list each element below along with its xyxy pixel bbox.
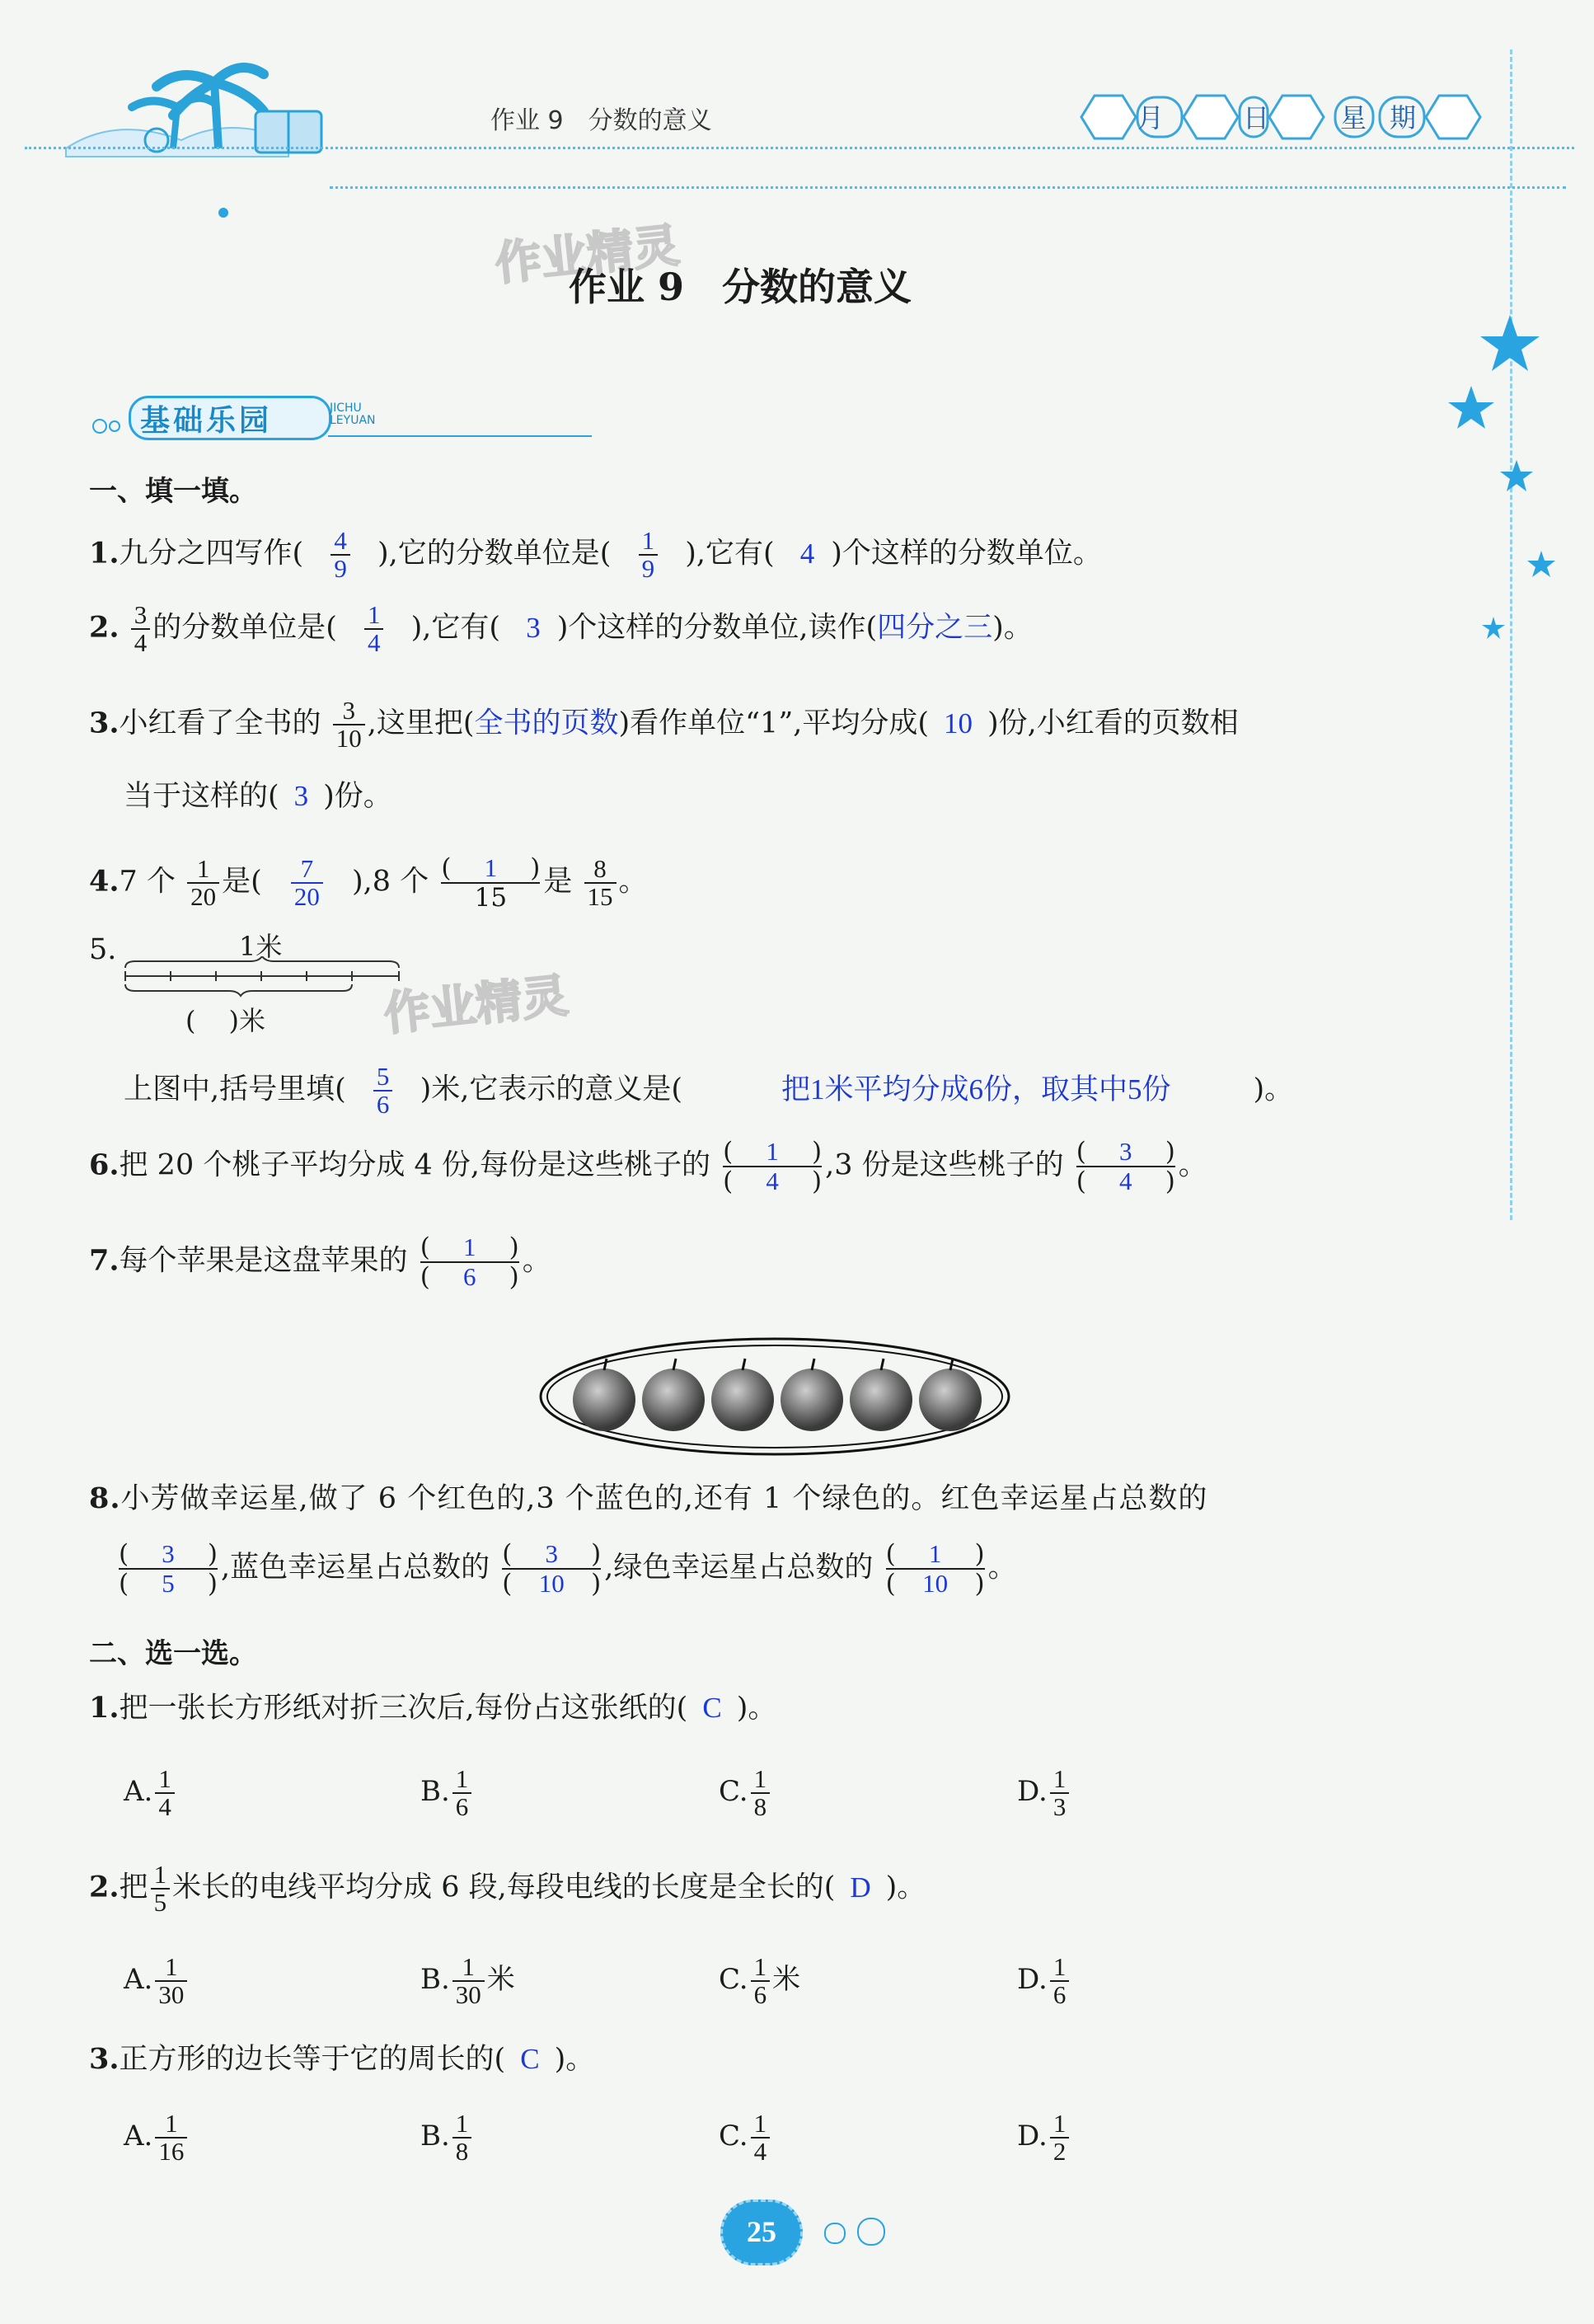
section-1-heading: 一、填一填。 <box>89 475 257 508</box>
section-2-heading: 二、选一选。 <box>89 1637 257 1670</box>
q6-answer-2: ( 3 ) ( 4 ) <box>1076 1137 1175 1196</box>
page-number: 25 <box>747 2215 776 2248</box>
q5-answer-1: $\frac{5}{6}$ <box>373 1063 393 1118</box>
q1-answer-3: 4 <box>799 537 815 570</box>
q3-answer-3: 3 <box>293 780 309 812</box>
q8-answer-1: ( 3 ) ( 5 ) <box>119 1539 218 1599</box>
q5-top-label: 1米 <box>239 931 283 962</box>
question-2: 2. $\frac{3}{4}$ 的分数单位是( $\frac{1}{4}$ ),它有( 3 )个这样的分数单位,读作(四分之三)。 <box>89 600 1033 657</box>
q5-answer-2: 把1米平均分成6份，取其中5份 <box>781 1073 1171 1106</box>
watermark-2: 作业精灵 <box>381 969 571 1042</box>
q4-answer-1: $\frac{7}{20}$ <box>291 856 323 910</box>
c2-answer: D <box>850 1871 871 1904</box>
q7-answer-1: ( 1 ) ( 6 ) <box>420 1232 519 1292</box>
star-decorations <box>1434 305 1566 660</box>
q1-answer-1: $\frac{4}{9}$ <box>331 528 350 582</box>
c2-options: A. $\frac{1}{30}$ B. $\frac{1}{30}$ 米 C. $\frac{1}{6}$ 米 D. $\frac{1}{6}$ <box>124 1937 1195 2012</box>
q2-answer-3: 四分之三 <box>877 611 993 644</box>
choice-question-1: 1.把一张长方形纸对折三次后,每份占这张纸的( C )。 <box>89 1691 777 1725</box>
q2-answer-2: 3 <box>526 611 541 644</box>
question-5-number: 5. <box>89 933 117 966</box>
watermark-1: 作业精灵 <box>492 218 682 292</box>
month-label: 月 <box>1137 102 1165 134</box>
page-deco-circle-2 <box>857 2218 885 2246</box>
q8-answer-2: ( 3 ) ( 10 ) <box>502 1539 602 1599</box>
header-dotted-line-2 <box>330 186 1566 189</box>
q2-answer-1: $\frac{1}{4}$ <box>364 602 384 656</box>
banner-label: 基础乐园 <box>140 404 273 438</box>
banner-pinyin-bottom: LEYUAN <box>330 414 376 427</box>
day-label: 日 <box>1243 102 1270 134</box>
q3-answer-1: 全书的页数 <box>474 707 619 739</box>
section-banner <box>89 394 592 440</box>
week-label-2: 期 <box>1390 102 1417 134</box>
question-7: 7.每个苹果是这盘苹果的 ( 1 ) ( 6 ) 。 <box>89 1232 551 1292</box>
question-1: 1.九分之四写作( $\frac{4}{9}$ ),它的分数单位是( $\frac{1}{9}$ ),它有( 4 )个这样的分数单位。 <box>89 526 1102 583</box>
header-dotted-line <box>25 147 1574 149</box>
page-deco-circle-1 <box>824 2223 846 2244</box>
date-fields <box>1071 91 1500 143</box>
q3-answer-2: 10 <box>944 707 973 739</box>
question-3: 3.小红看了全书的 $\frac{3}{10}$ ,这里把(全书的页数)看作单位“1”,平均分成( 10 )份,小红看的页数相 <box>89 696 1239 753</box>
choice-question-2: 2.把 $\frac{1}{5}$ 米长的电线平均分成 6 段,每段电线的长度是全长的( D )。 <box>89 1860 926 1917</box>
q4-answer-2: ( 1 ) 15 <box>441 853 541 913</box>
q8-answer-3: ( 1 ) ( 10 ) <box>885 1539 985 1599</box>
question-8-cont: ( 3 ) ( 5 ) ,蓝色幸运星占总数的 ( 3 ) ( 10 ) ,绿色幸运星占总数的 ( 1 ) ( 10 ) 。 <box>119 1539 1017 1599</box>
blue-dot <box>218 208 228 218</box>
question-6: 6.把 20 个桃子平均分成 4 份,每份是这些桃子的 ( 1 ) ( 4 ) ,3 份是这些桃子的 ( 3 ) ( 4 ) 。 <box>89 1137 1207 1196</box>
page-title: 作业 9 分数的意义 <box>569 265 912 309</box>
q5-line-diagram <box>122 956 402 1006</box>
choice-question-3: 3.正方形的边长等于它的周长的( C )。 <box>89 2042 595 2076</box>
week-label-1: 星 <box>1340 102 1367 134</box>
question-3-cont: 当于这样的( 3 )份。 <box>124 780 392 813</box>
c3-answer: C <box>520 2043 540 2075</box>
apple-plate-illustration <box>536 1334 1014 1458</box>
banner-pinyin-top: JICHU <box>330 401 362 415</box>
q1-answer-2: $\frac{1}{9}$ <box>639 528 659 582</box>
c1-options: A. $\frac{1}{4}$ B. $\frac{1}{6}$ C. $\frac{1}{8}$ D. $\frac{1}{3}$ <box>124 1749 1195 1824</box>
q5-bottom-label: ( )米 <box>185 1005 265 1036</box>
question-5-text: 上图中,括号里填( $\frac{5}{6}$ )米,它表示的意义是( 把1米平均分成6份，取其中5份 )。 <box>124 1062 1294 1119</box>
question-4: 4.7 个 $\frac{1}{20}$ 是( $\frac{7}{20}$ ),8 个 ( 1 ) 15 是 $\frac{8}{15}$ 。 <box>89 853 648 913</box>
c1-answer: C <box>702 1692 722 1724</box>
question-8: 8.小芳做幸运星,做了 6 个红色的,3 个蓝色的,还有 1 个绿色的。红色幸运星占总数的 <box>89 1481 1208 1515</box>
q6-answer-1: ( 1 ) ( 4 ) <box>723 1137 823 1196</box>
running-title: 作业 9 分数的意义 <box>490 106 712 135</box>
c3-options: A. $\frac{1}{16}$ B. $\frac{1}{8}$ C. $\frac{1}{4}$ D. $\frac{1}{2}$ <box>124 2094 1195 2168</box>
